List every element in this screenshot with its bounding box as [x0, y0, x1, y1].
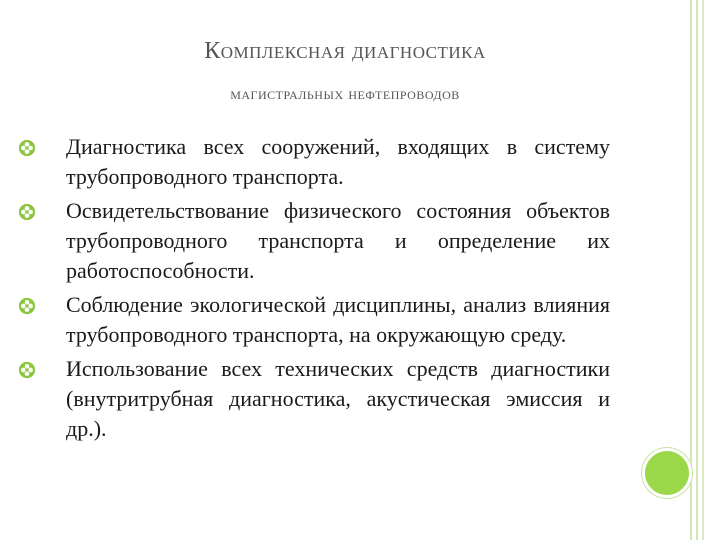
bullet-text: Диагностика всех сооружений, входящих в систему трубопроводного транспорта.: [66, 134, 610, 189]
flower-bullet-icon: [18, 139, 36, 157]
bullet-item: [18, 290, 610, 350]
frame-line-2: [696, 0, 698, 540]
bullet-text: Освидетельствование физического состояния объектов трубопроводного транспорта и определение их работоспособности.: [66, 198, 610, 283]
slide-title-line-1: Комплексная диагностика: [204, 38, 486, 64]
bullet-text: Использование всех технических средств диагностики (внутритрубная диагностика, акустическая эмиссия и др.).: [66, 356, 610, 441]
bullet-text: Соблюдение экологической дисциплины, анализ влияния трубопроводного транспорта, на окружающую среду.: [66, 292, 610, 347]
decorative-circle: [642, 448, 692, 498]
flower-bullet-icon: [18, 361, 36, 379]
slide-title-line-2: магистральных нефтепроводов: [230, 84, 460, 103]
bullet-item: [18, 132, 610, 192]
frame-line-1: [690, 0, 692, 540]
flower-bullet-icon: [18, 297, 36, 315]
bullet-list: [18, 132, 610, 448]
bullet-item: [18, 196, 610, 286]
frame-line-3: [702, 0, 704, 540]
bullet-item: [18, 354, 610, 444]
flower-bullet-icon: [18, 203, 36, 221]
